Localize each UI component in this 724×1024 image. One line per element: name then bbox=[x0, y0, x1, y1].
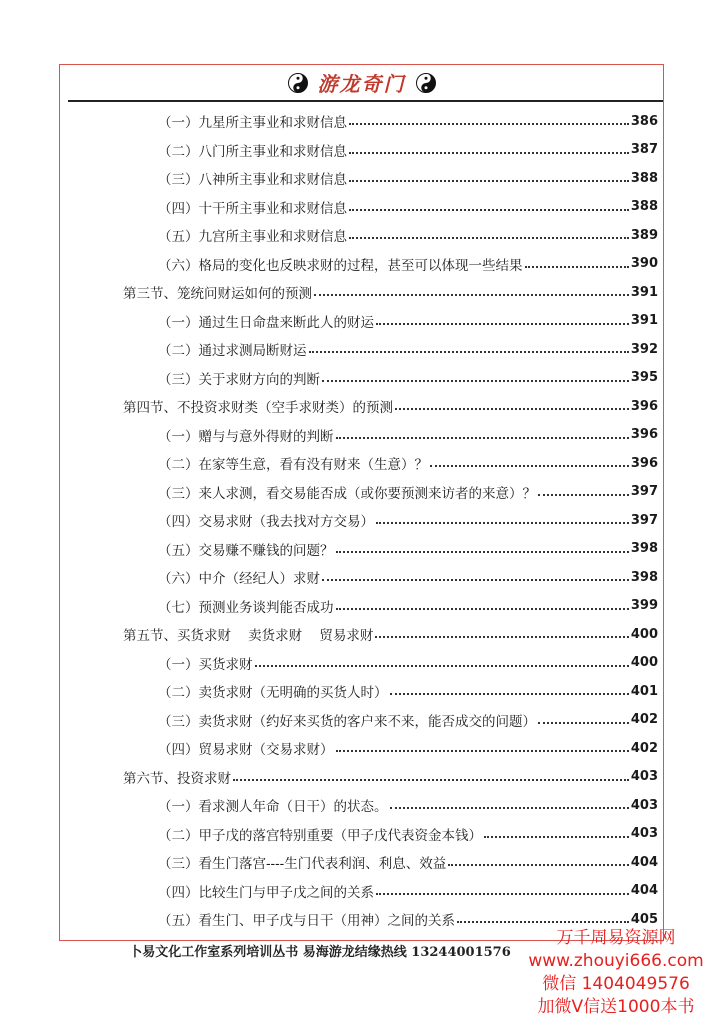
toc-entry-title: （三）看生门落宫----生门代表利润、利息、效益 bbox=[158, 856, 447, 873]
toc-entry-title: （五）看生门、甲子戊与日干（用神）之间的关系 bbox=[158, 913, 455, 930]
toc-entry[interactable] bbox=[60, 877, 663, 906]
dot-leader bbox=[395, 395, 629, 411]
toc-page-number: 398 bbox=[630, 541, 658, 557]
toc-page-number: 396 bbox=[630, 398, 658, 414]
toc-page-number: 390 bbox=[630, 256, 658, 272]
header-title: 游龙奇门 bbox=[317, 72, 406, 96]
toc-page-number: 392 bbox=[630, 341, 658, 357]
toc-entry[interactable] bbox=[60, 820, 663, 849]
toc-page-number: 388 bbox=[630, 170, 658, 186]
dot-leader bbox=[255, 651, 629, 667]
watermark-line: 微信 1404049576 bbox=[542, 974, 690, 994]
toc-entry[interactable] bbox=[60, 478, 663, 507]
toc-page-number: 396 bbox=[630, 427, 658, 443]
toc-entry[interactable] bbox=[60, 592, 663, 621]
dot-leader bbox=[376, 509, 629, 525]
dot-leader bbox=[336, 537, 629, 553]
dot-leader bbox=[430, 452, 629, 468]
toc-entry-title: （二）通过求测局断财运 bbox=[158, 343, 307, 360]
dot-leader bbox=[322, 366, 629, 382]
toc-entry-title: （六）中介（经纪人）求财 bbox=[158, 571, 320, 588]
toc-entry-title: （二）甲子戊的落宫特别重要（甲子戊代表资金本钱） bbox=[158, 827, 482, 844]
toc-entry-title: （六）格局的变化也反映求财的过程，甚至可以体现一些结果 bbox=[158, 257, 523, 274]
toc-page-number: 391 bbox=[630, 313, 658, 329]
toc-entry-title: （七）预测业务谈判能否成功 bbox=[158, 599, 334, 616]
dot-leader bbox=[349, 110, 629, 126]
dot-leader bbox=[390, 794, 629, 810]
toc-entry-title: 第六节、投资求财 bbox=[123, 770, 231, 787]
toc-page-number: 400 bbox=[630, 655, 658, 671]
toc-entry-title: （二）在家等生意，看有没有财来（生意）？ bbox=[158, 457, 428, 474]
toc-entry[interactable] bbox=[60, 506, 663, 535]
toc-page-number: 397 bbox=[630, 484, 658, 500]
toc-entry[interactable] bbox=[60, 307, 663, 336]
toc-entry-title: （四）贸易求财（交易求财） bbox=[158, 742, 334, 759]
toc-entry-title: （一）看求测人年命（日干）的状态。 bbox=[158, 799, 388, 816]
dot-leader bbox=[484, 822, 629, 838]
toc-page-number: 400 bbox=[630, 626, 658, 642]
toc-entry[interactable] bbox=[60, 535, 663, 564]
dot-leader bbox=[309, 338, 629, 354]
dot-leader bbox=[233, 765, 629, 781]
toc-entry[interactable] bbox=[60, 649, 663, 678]
toc-page-number: 397 bbox=[630, 512, 658, 528]
toc-entry-title: （五）九宫所主事业和求财信息 bbox=[158, 229, 347, 246]
dot-leader bbox=[349, 195, 629, 211]
toc-entry-title: （一）通过生日命盘来断此人的财运 bbox=[158, 314, 374, 331]
taiji-icon bbox=[416, 73, 436, 93]
dot-leader bbox=[314, 281, 629, 297]
toc-page-number: 395 bbox=[630, 370, 658, 386]
toc-entry-title: （三）关于求财方向的判断 bbox=[158, 371, 320, 388]
toc-entry-title: （四）比较生门与甲子戊之间的关系 bbox=[158, 884, 374, 901]
dot-leader bbox=[349, 138, 629, 154]
watermark-website: www.zhouyi666.com bbox=[528, 951, 704, 971]
toc-page-number: 403 bbox=[630, 797, 658, 813]
toc-entry[interactable] bbox=[60, 136, 663, 165]
header-divider bbox=[68, 100, 663, 102]
page-footer: 卜易文化工作室系列培训丛书 易海游龙结缘热线 13244001576 bbox=[129, 945, 511, 960]
dot-leader bbox=[336, 423, 629, 439]
toc-page-number: 389 bbox=[630, 227, 658, 243]
toc-entry-title: 第三节、笼统问财运如何的预测 bbox=[123, 286, 312, 303]
toc-entry[interactable] bbox=[60, 563, 663, 592]
dot-leader bbox=[525, 252, 629, 268]
dot-leader bbox=[349, 224, 629, 240]
toc-entry[interactable] bbox=[60, 193, 663, 222]
dot-leader bbox=[375, 623, 629, 639]
toc-section-heading[interactable] bbox=[60, 278, 663, 307]
toc-entry-title: （一）买货求财 bbox=[158, 656, 253, 673]
dot-leader bbox=[457, 908, 629, 924]
watermark-line: 万千周易资源网 bbox=[556, 928, 676, 948]
toc-page-number: 387 bbox=[630, 142, 658, 158]
toc-entry[interactable] bbox=[60, 221, 663, 250]
toc-page-number: 396 bbox=[630, 455, 658, 471]
toc-entry-title: 第五节、买货求财 卖货求财 贸易求财 bbox=[123, 628, 374, 645]
table-of-contents bbox=[60, 107, 663, 934]
taiji-icon bbox=[288, 73, 308, 93]
toc-page-number: 391 bbox=[630, 284, 658, 300]
toc-entry[interactable] bbox=[60, 250, 663, 279]
toc-page-number: 402 bbox=[630, 740, 658, 756]
toc-entry[interactable] bbox=[60, 706, 663, 735]
dot-leader bbox=[336, 737, 629, 753]
toc-entry-title: （二）八门所主事业和求财信息 bbox=[158, 143, 347, 160]
toc-section-heading[interactable] bbox=[60, 763, 663, 792]
dot-leader bbox=[349, 167, 629, 183]
dot-leader bbox=[322, 566, 629, 582]
dot-leader bbox=[336, 594, 629, 610]
toc-entry[interactable] bbox=[60, 164, 663, 193]
dot-leader bbox=[448, 851, 629, 867]
toc-entry-title: （五）交易赚不赚钱的问题？ bbox=[158, 542, 334, 559]
toc-page-number: 404 bbox=[630, 883, 658, 899]
toc-entry[interactable] bbox=[60, 848, 663, 877]
toc-page-number: 388 bbox=[630, 199, 658, 215]
dot-leader bbox=[390, 680, 629, 696]
dot-leader bbox=[538, 480, 629, 496]
toc-entry[interactable] bbox=[60, 791, 663, 820]
toc-entry-title: （二）卖货求财（无明确的买货人时） bbox=[158, 685, 388, 702]
toc-entry-title: （四）十干所主事业和求财信息 bbox=[158, 200, 347, 217]
toc-entry[interactable] bbox=[60, 335, 663, 364]
toc-page-number: 398 bbox=[630, 569, 658, 585]
toc-entry[interactable] bbox=[60, 677, 663, 706]
toc-page-number: 401 bbox=[630, 683, 658, 699]
page-frame bbox=[59, 64, 664, 941]
dot-leader bbox=[376, 309, 629, 325]
toc-section-heading[interactable] bbox=[60, 620, 663, 649]
toc-page-number: 403 bbox=[630, 769, 658, 785]
toc-entry-title: （四）交易求财（我去找对方交易） bbox=[158, 514, 374, 531]
toc-entry-title: （三）八神所主事业和求财信息 bbox=[158, 172, 347, 189]
toc-entry[interactable] bbox=[60, 107, 663, 136]
toc-entry[interactable] bbox=[60, 734, 663, 763]
toc-page-number: 403 bbox=[630, 826, 658, 842]
dot-leader bbox=[538, 708, 629, 724]
toc-page-number: 402 bbox=[630, 712, 658, 728]
dot-leader bbox=[376, 879, 629, 895]
toc-entry-title: （一）九星所主事业和求财信息 bbox=[158, 115, 347, 132]
page-header bbox=[60, 65, 663, 100]
toc-entry-title: （三）来人求测，看交易能否成（或你要预测来访者的来意）？ bbox=[158, 485, 536, 502]
toc-entry-title: 第四节、不投资求财类（空手求财类）的预测 bbox=[123, 400, 393, 417]
toc-page-number: 386 bbox=[630, 113, 658, 129]
toc-page-number: 404 bbox=[630, 854, 658, 870]
watermark bbox=[516, 927, 716, 1019]
watermark-line: 加微V信送1000本书 bbox=[537, 997, 695, 1017]
toc-entry[interactable] bbox=[60, 364, 663, 393]
toc-page-number: 399 bbox=[630, 598, 658, 614]
toc-entry[interactable] bbox=[60, 449, 663, 478]
toc-entry-title: （一）赠与与意外得财的判断 bbox=[158, 428, 334, 445]
toc-entry[interactable] bbox=[60, 421, 663, 450]
toc-page-number: 405 bbox=[630, 911, 658, 927]
toc-section-heading[interactable] bbox=[60, 392, 663, 421]
toc-entry-title: （三）卖货求财（约好来买货的客户来不来，能否成交的问题） bbox=[158, 713, 536, 730]
